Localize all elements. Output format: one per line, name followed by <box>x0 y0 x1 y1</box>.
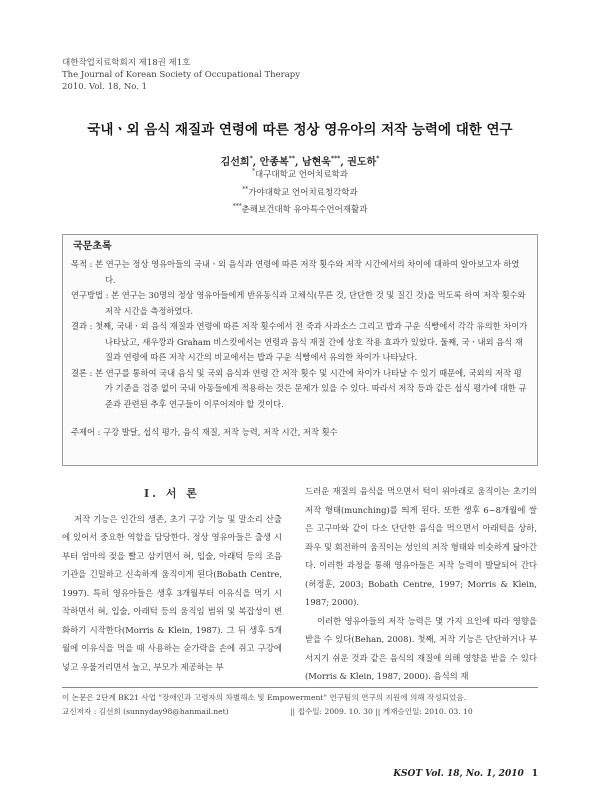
affiliation-text: 가야대학교 언어치료청각학과 <box>248 188 358 198</box>
journal-volume: 2010. Vol. 18, No. 1 <box>62 82 148 92</box>
body-column-left <box>62 485 282 676</box>
author-name: 권도하 <box>347 157 377 168</box>
page-number: 1 <box>531 769 538 779</box>
abstract-method: 연구방법 : 본 연구는 30명의 정상 영유아들에게 반유동식과 고체식(무른 것, 단단한 것 및 질긴 것)을 먹도록 하여 저작 횟수와 저작 시간을 측정하였다. <box>71 290 526 316</box>
abstract-purpose: 목적 : 본 연구는 정상 영유아들의 국내ㆍ외 음식과 연령에 따른 저작 횟수와 저작 시간에서의 차이에 대하여 알아보고자 하였다. <box>71 259 520 285</box>
body-paragraph: 이러한 영유아들의 저작 능력은 몇 가지 요인에 따라 영향을 받을 수 있다(Behan, 2008). 첫째, 저작 기능은 단단하거나 부서지기 쉬운 것과 같은 음식의 재질에 의해 영향을 받을 수 있다(Morris & Klein, 1987, 2000). 음식의 재 <box>305 615 537 681</box>
journal-name-english: The Journal of Korean Society of Occupational Therapy <box>62 70 301 80</box>
funding-footnote: 이 논문은 2단계 BK21 사업 "장애인과 고령자의 차별해소 및 Empowerment" 연구팀의 연구의 지원에 의해 작성되었음. <box>62 693 467 702</box>
affiliation <box>0 203 600 215</box>
submission-dates: || 접수일: 2009. 10. 30 || 게재승인일: 2010. 03. 10 <box>290 707 473 716</box>
affiliation-text: 춘해보건대학 유아특수언어재활과 <box>241 205 368 215</box>
contact-footnote <box>62 706 538 717</box>
page-footer <box>393 769 538 779</box>
affiliation-mark: *** <box>232 203 242 211</box>
section-title: Ⅰ. 서 론 <box>144 487 200 500</box>
author-mark: * <box>376 155 380 163</box>
affiliation-text: 대구대학교 언어치료학과 <box>254 170 349 180</box>
author-name: 남현욱 <box>301 157 331 168</box>
footnote-divider <box>62 687 538 688</box>
author-mark: *** <box>330 155 341 163</box>
journal-name-korean: 대한작업치료학회지 제18권 제1호 <box>62 58 191 68</box>
abstract-heading: 국문초록 <box>73 241 112 252</box>
author-mark: * <box>249 155 253 163</box>
footer-journal: KSOT Vol. 18, No. 1, 2010 <box>393 769 524 779</box>
author-name: 안종복 <box>259 157 289 168</box>
paper-title: 국내ㆍ외 음식 재질과 연령에 따른 정상 영유아의 저작 능력에 대한 연구 <box>87 122 513 138</box>
corresponding-author: 교신저자 : 김선희 (sunnyday98@hanmail.net) <box>62 707 229 716</box>
author-list: 김선희*, 안종복**, 남현욱***, 권도하* <box>220 155 380 168</box>
affiliation <box>0 168 600 180</box>
body-paragraph: 저작 기능은 인간의 생존, 초기 구강 기능 및 말소리 산출에 있어서 중요한 역할을 담당한다. 정상 영유아들은 출생 시부터 엄마의 젖을 빨고 삼키면서 혀, 입술, 아래턱 등의 조음기관을 긴밀하고 신속하게 움직이게 된다(Bobath Centre, 1997). 특히 영유아들은 생후 3개월부터 이유식을 먹기 시작하면서 혀, 입술, 아래턱 등의 움직임 범위 및 복잡성이 변화하기 시작한다(Morris & Klein, 1987). 그 뒤 생후 5개월에 이유식을 먹을 때 사용하는 숟가락을 손에 쥐고 구강에 넣고 우물거리면서 놀고, 부모가 제공하는 부 <box>62 513 282 672</box>
journal-info <box>62 57 300 93</box>
abstract-result: 결과 : 첫째, 국내ㆍ외 음식 재질과 연령에 따른 저작 횟수에서 전 죽과 사과소스 그리고 밥과 구운 식빵에서 각각 유의한 차이가 나타났고, 새우깡과 Graham 비스킷에서는 연령과 음식 재질 간에 상호 작용 효과가 있었다. 둘째, 국ㆍ내외 음식 재질과 연령에 따른 저작 시간의 비교에서는 밥과 구운 식빵에서 유의한 차이가 나타났다. <box>71 321 528 362</box>
affiliation-mark: * <box>251 168 255 176</box>
body-column-right <box>305 482 537 686</box>
abstract-keywords: 주제어 : 구강 발달, 섭식 평가, 음식 재질, 저작 능력, 저작 시간, 저작 횟수 <box>71 427 338 437</box>
author-mark: ** <box>288 155 295 163</box>
affiliation-mark: ** <box>242 186 249 194</box>
author-name: 김선희 <box>220 157 250 168</box>
abstract-box <box>62 234 538 466</box>
body-paragraph: 드러운 재질의 음식을 먹으면서 턱이 위아래로 움직이는 초기의 저작 형태(munching)를 띄게 된다. 또한 생후 6~8개월에 쌀은 고구마와 같이 다소 단단한 음식을 먹으면서 아래턱을 상하, 좌우 및 회전하여 움직이는 성인의 저작 형태와 비슷하게 닮아간다. 이러한 과정을 통해 영유아들은 저작 능력이 발달되어 간다(허정훈, 2003; Bobath Centre, 1997; Morris & Klein, 1987; 2000). <box>305 486 537 607</box>
affiliation <box>0 186 600 198</box>
abstract-conclusion: 결론 : 본 연구를 통하여 국내 음식 및 국외 음식과 연령 간 저작 횟수 및 시간에 차이가 나타날 수 있기 때문에, 국외의 저작 평가 기준을 검증 없이 국내 아동들에게 적용하는 것은 문제가 있을 수 있다. 따라서 저작 등과 같은 섭식 평가에 대한 규준과 관련된 추후 연구들이 이루어져야 할 것이다. <box>71 367 527 409</box>
